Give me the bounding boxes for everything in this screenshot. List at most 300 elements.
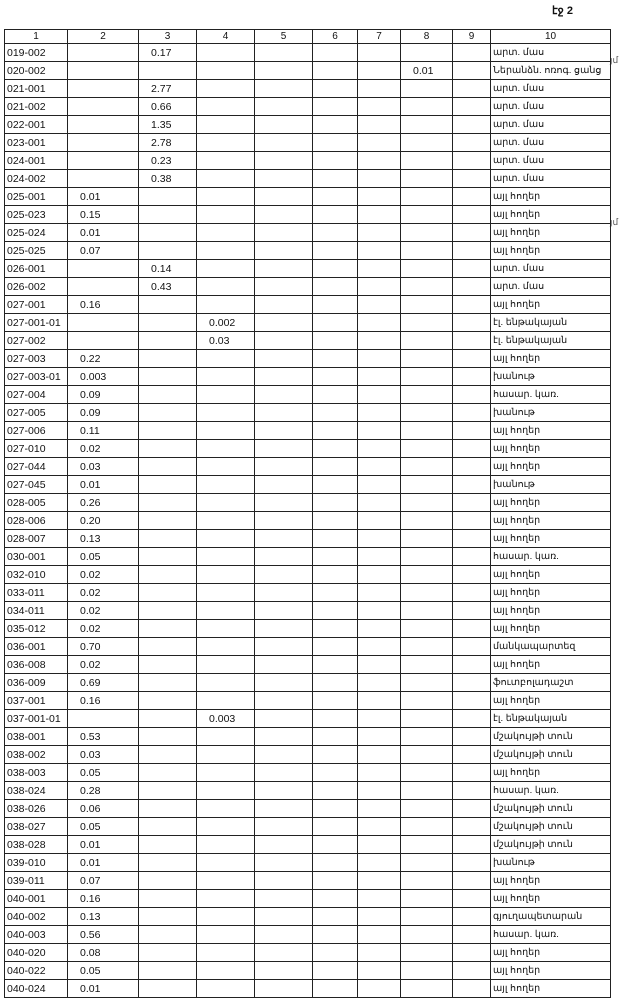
area-cell bbox=[139, 764, 197, 782]
table-row bbox=[5, 98, 611, 116]
area-cell bbox=[255, 152, 313, 170]
area-cell bbox=[358, 116, 401, 134]
area-cell: 0.05 bbox=[68, 548, 139, 566]
area-cell bbox=[313, 872, 358, 890]
area-cell bbox=[197, 962, 255, 980]
column-header: 10 bbox=[491, 30, 611, 44]
land-use-cell: հասար. կառ. bbox=[491, 926, 611, 944]
land-use-cell: հասար. կառ. bbox=[491, 782, 611, 800]
area-cell: 0.69 bbox=[68, 674, 139, 692]
area-cell bbox=[313, 566, 358, 584]
area-cell bbox=[255, 116, 313, 134]
area-cell: 0.01 bbox=[68, 188, 139, 206]
area-cell bbox=[255, 350, 313, 368]
area-cell bbox=[453, 314, 491, 332]
area-cell bbox=[313, 890, 358, 908]
table-row bbox=[5, 872, 611, 890]
area-cell bbox=[197, 656, 255, 674]
table-row bbox=[5, 386, 611, 404]
area-cell bbox=[313, 134, 358, 152]
area-cell bbox=[453, 206, 491, 224]
area-cell bbox=[197, 134, 255, 152]
area-cell bbox=[401, 530, 453, 548]
area-cell: 0.01 bbox=[401, 62, 453, 80]
land-use-cell: արտ. մաս bbox=[491, 170, 611, 188]
area-cell bbox=[401, 602, 453, 620]
area-cell bbox=[197, 476, 255, 494]
table-body bbox=[5, 44, 611, 998]
area-cell bbox=[401, 458, 453, 476]
parcel-code-cell: 032-010 bbox=[5, 566, 68, 584]
area-cell bbox=[401, 908, 453, 926]
area-cell bbox=[401, 440, 453, 458]
area-cell bbox=[401, 692, 453, 710]
area-cell bbox=[197, 170, 255, 188]
area-cell bbox=[358, 746, 401, 764]
parcel-code-cell: 038-003 bbox=[5, 764, 68, 782]
land-use-cell: էլ. ենթակայան bbox=[491, 332, 611, 350]
area-cell bbox=[358, 764, 401, 782]
area-cell bbox=[197, 242, 255, 260]
area-cell bbox=[197, 440, 255, 458]
area-cell bbox=[401, 224, 453, 242]
area-cell bbox=[255, 692, 313, 710]
area-cell bbox=[313, 548, 358, 566]
table-row bbox=[5, 188, 611, 206]
area-cell bbox=[197, 944, 255, 962]
area-cell bbox=[197, 980, 255, 998]
parcel-code-cell: 027-003-01 bbox=[5, 368, 68, 386]
area-cell bbox=[313, 782, 358, 800]
table-row bbox=[5, 530, 611, 548]
land-use-cell: մշակույթի տուն bbox=[491, 800, 611, 818]
land-use-cell: այլ հողեր bbox=[491, 890, 611, 908]
area-cell bbox=[197, 674, 255, 692]
area-cell bbox=[197, 404, 255, 422]
area-cell bbox=[401, 80, 453, 98]
area-cell bbox=[313, 242, 358, 260]
area-cell bbox=[453, 584, 491, 602]
area-cell: 0.15 bbox=[68, 206, 139, 224]
parcel-code-cell: 024-002 bbox=[5, 170, 68, 188]
area-cell bbox=[453, 476, 491, 494]
area-cell bbox=[313, 854, 358, 872]
area-cell bbox=[453, 980, 491, 998]
area-cell: 0.02 bbox=[68, 566, 139, 584]
area-cell bbox=[139, 944, 197, 962]
area-cell: 0.01 bbox=[68, 980, 139, 998]
area-cell: 0.53 bbox=[68, 728, 139, 746]
area-cell bbox=[453, 728, 491, 746]
area-cell bbox=[68, 152, 139, 170]
land-use-cell: այլ հողեր bbox=[491, 458, 611, 476]
column-header: 5 bbox=[255, 30, 313, 44]
land-use-cell: արտ. մաս bbox=[491, 152, 611, 170]
area-cell bbox=[68, 710, 139, 728]
area-cell: 0.01 bbox=[68, 836, 139, 854]
table-row bbox=[5, 368, 611, 386]
area-cell bbox=[313, 620, 358, 638]
area-cell bbox=[401, 116, 453, 134]
area-cell bbox=[255, 908, 313, 926]
table-row bbox=[5, 584, 611, 602]
area-cell bbox=[139, 854, 197, 872]
area-cell bbox=[197, 728, 255, 746]
land-use-cell: այլ հողեր bbox=[491, 566, 611, 584]
table-row bbox=[5, 296, 611, 314]
area-cell bbox=[255, 224, 313, 242]
area-cell bbox=[358, 98, 401, 116]
area-cell bbox=[139, 638, 197, 656]
area-cell bbox=[197, 818, 255, 836]
area-cell bbox=[358, 458, 401, 476]
area-cell bbox=[358, 44, 401, 62]
parcel-code-cell: 037-001-01 bbox=[5, 710, 68, 728]
area-cell bbox=[255, 800, 313, 818]
parcel-code-cell: 033-011 bbox=[5, 584, 68, 602]
area-cell bbox=[453, 188, 491, 206]
area-cell bbox=[68, 278, 139, 296]
area-cell bbox=[313, 728, 358, 746]
table-row bbox=[5, 728, 611, 746]
land-use-cell: այլ հողեր bbox=[491, 872, 611, 890]
area-cell bbox=[68, 134, 139, 152]
area-cell: 0.07 bbox=[68, 872, 139, 890]
area-cell bbox=[453, 260, 491, 278]
area-cell bbox=[255, 440, 313, 458]
land-use-cell: խանութ bbox=[491, 404, 611, 422]
area-cell bbox=[197, 350, 255, 368]
area-cell bbox=[197, 80, 255, 98]
area-cell bbox=[68, 98, 139, 116]
area-cell bbox=[358, 890, 401, 908]
area-cell bbox=[68, 80, 139, 98]
area-cell bbox=[401, 476, 453, 494]
area-cell bbox=[453, 764, 491, 782]
area-cell bbox=[255, 260, 313, 278]
area-cell bbox=[313, 962, 358, 980]
area-cell bbox=[197, 602, 255, 620]
area-cell bbox=[453, 926, 491, 944]
area-cell bbox=[453, 440, 491, 458]
area-cell bbox=[358, 926, 401, 944]
area-cell bbox=[453, 296, 491, 314]
area-cell bbox=[139, 962, 197, 980]
land-use-cell: մշակույթի տուն bbox=[491, 836, 611, 854]
area-cell bbox=[139, 440, 197, 458]
parcel-code-cell: 020-002 bbox=[5, 62, 68, 80]
land-use-cell: էլ. ենթակայան bbox=[491, 710, 611, 728]
area-cell bbox=[453, 368, 491, 386]
area-cell bbox=[255, 764, 313, 782]
area-cell bbox=[139, 674, 197, 692]
area-cell bbox=[358, 854, 401, 872]
area-cell: 0.02 bbox=[68, 620, 139, 638]
table-row bbox=[5, 44, 611, 62]
area-cell bbox=[453, 836, 491, 854]
column-header: 3 bbox=[139, 30, 197, 44]
area-cell bbox=[197, 548, 255, 566]
area-cell bbox=[255, 728, 313, 746]
area-cell bbox=[358, 692, 401, 710]
area-cell bbox=[401, 260, 453, 278]
table-row bbox=[5, 890, 611, 908]
land-use-cell: արտ. մաս bbox=[491, 116, 611, 134]
area-cell bbox=[139, 908, 197, 926]
area-cell bbox=[255, 746, 313, 764]
area-cell bbox=[401, 926, 453, 944]
column-header: 4 bbox=[197, 30, 255, 44]
land-use-cell: արտ. մաս bbox=[491, 98, 611, 116]
area-cell bbox=[139, 386, 197, 404]
area-cell bbox=[313, 476, 358, 494]
area-cell bbox=[453, 44, 491, 62]
area-cell bbox=[255, 656, 313, 674]
area-cell bbox=[358, 710, 401, 728]
area-cell bbox=[313, 314, 358, 332]
area-cell bbox=[68, 332, 139, 350]
area-cell bbox=[255, 98, 313, 116]
area-cell bbox=[313, 332, 358, 350]
parcel-code-cell: 027-004 bbox=[5, 386, 68, 404]
column-header: 9 bbox=[453, 30, 491, 44]
area-cell bbox=[197, 584, 255, 602]
area-cell bbox=[255, 422, 313, 440]
area-cell bbox=[197, 44, 255, 62]
area-cell bbox=[139, 530, 197, 548]
area-cell: 0.03 bbox=[68, 458, 139, 476]
area-cell bbox=[313, 44, 358, 62]
area-cell bbox=[358, 872, 401, 890]
area-cell bbox=[255, 818, 313, 836]
parcel-code-cell: 040-001 bbox=[5, 890, 68, 908]
area-cell bbox=[255, 134, 313, 152]
table-row bbox=[5, 512, 611, 530]
area-cell bbox=[453, 80, 491, 98]
table-row bbox=[5, 332, 611, 350]
area-cell bbox=[313, 836, 358, 854]
area-cell bbox=[139, 206, 197, 224]
land-use-cell: այլ հողեր bbox=[491, 764, 611, 782]
area-cell bbox=[313, 638, 358, 656]
area-cell bbox=[358, 962, 401, 980]
parcel-code-cell: 038-001 bbox=[5, 728, 68, 746]
area-cell: 0.02 bbox=[68, 440, 139, 458]
parcel-code-cell: 040-024 bbox=[5, 980, 68, 998]
area-cell bbox=[139, 188, 197, 206]
land-use-cell: այլ հողեր bbox=[491, 656, 611, 674]
area-cell bbox=[313, 350, 358, 368]
area-cell bbox=[358, 422, 401, 440]
table-row bbox=[5, 116, 611, 134]
land-use-cell: արտ. մաս bbox=[491, 134, 611, 152]
land-use-cell: այլ հողեր bbox=[491, 980, 611, 998]
area-cell bbox=[139, 872, 197, 890]
table-row bbox=[5, 80, 611, 98]
table-row bbox=[5, 260, 611, 278]
land-use-cell: խանութ bbox=[491, 476, 611, 494]
area-cell bbox=[358, 638, 401, 656]
area-cell: 0.03 bbox=[68, 746, 139, 764]
table-row bbox=[5, 422, 611, 440]
area-cell bbox=[139, 800, 197, 818]
area-cell bbox=[139, 890, 197, 908]
area-cell bbox=[139, 620, 197, 638]
table-row bbox=[5, 548, 611, 566]
table-row bbox=[5, 764, 611, 782]
area-cell bbox=[453, 404, 491, 422]
land-use-cell: այլ հողեր bbox=[491, 206, 611, 224]
land-use-cell: հասար. կառ. bbox=[491, 386, 611, 404]
table-row bbox=[5, 656, 611, 674]
area-cell bbox=[255, 782, 313, 800]
parcel-code-cell: 040-003 bbox=[5, 926, 68, 944]
area-cell bbox=[358, 584, 401, 602]
area-cell bbox=[401, 242, 453, 260]
parcel-code-cell: 034-011 bbox=[5, 602, 68, 620]
table-row bbox=[5, 674, 611, 692]
area-cell bbox=[313, 602, 358, 620]
land-use-cell: այլ հողեր bbox=[491, 224, 611, 242]
header-row bbox=[5, 30, 611, 44]
area-cell bbox=[358, 818, 401, 836]
table-row bbox=[5, 224, 611, 242]
area-cell bbox=[358, 566, 401, 584]
area-cell bbox=[197, 116, 255, 134]
area-cell bbox=[255, 296, 313, 314]
area-cell bbox=[313, 260, 358, 278]
area-cell bbox=[255, 674, 313, 692]
land-use-cell: արտ. մաս bbox=[491, 44, 611, 62]
area-cell bbox=[197, 854, 255, 872]
area-cell bbox=[197, 692, 255, 710]
area-cell bbox=[358, 476, 401, 494]
parcel-code-cell: 025-024 bbox=[5, 224, 68, 242]
area-cell bbox=[313, 440, 358, 458]
area-cell bbox=[401, 872, 453, 890]
area-cell bbox=[197, 98, 255, 116]
area-cell bbox=[358, 278, 401, 296]
area-cell bbox=[139, 710, 197, 728]
area-cell bbox=[313, 206, 358, 224]
area-cell bbox=[453, 890, 491, 908]
area-cell bbox=[358, 80, 401, 98]
area-cell bbox=[453, 674, 491, 692]
land-use-cell: այլ հողեր bbox=[491, 584, 611, 602]
area-cell bbox=[453, 548, 491, 566]
area-cell bbox=[197, 152, 255, 170]
parcel-code-cell: 023-001 bbox=[5, 134, 68, 152]
area-cell bbox=[453, 854, 491, 872]
area-cell bbox=[139, 422, 197, 440]
area-cell bbox=[197, 530, 255, 548]
table-row bbox=[5, 62, 611, 80]
area-cell bbox=[255, 62, 313, 80]
table-row bbox=[5, 908, 611, 926]
table-row bbox=[5, 350, 611, 368]
table-row bbox=[5, 692, 611, 710]
area-cell: 0.28 bbox=[68, 782, 139, 800]
area-cell bbox=[313, 152, 358, 170]
area-cell bbox=[313, 944, 358, 962]
area-cell bbox=[358, 602, 401, 620]
table-row bbox=[5, 944, 611, 962]
area-cell bbox=[453, 224, 491, 242]
area-cell bbox=[453, 458, 491, 476]
area-cell bbox=[401, 188, 453, 206]
margin-mark: յմ bbox=[610, 217, 619, 227]
column-header: 6 bbox=[313, 30, 358, 44]
area-cell: 0.16 bbox=[68, 692, 139, 710]
area-cell bbox=[255, 476, 313, 494]
area-cell bbox=[358, 332, 401, 350]
area-cell bbox=[313, 512, 358, 530]
area-cell bbox=[453, 152, 491, 170]
area-cell bbox=[139, 224, 197, 242]
area-cell bbox=[453, 800, 491, 818]
area-cell bbox=[197, 800, 255, 818]
area-cell bbox=[197, 296, 255, 314]
area-cell bbox=[313, 296, 358, 314]
area-cell: 0.05 bbox=[68, 962, 139, 980]
area-cell bbox=[197, 278, 255, 296]
area-cell bbox=[313, 800, 358, 818]
area-cell bbox=[197, 512, 255, 530]
area-cell bbox=[401, 404, 453, 422]
land-use-cell: այլ հողեր bbox=[491, 530, 611, 548]
area-cell bbox=[313, 458, 358, 476]
area-cell bbox=[313, 980, 358, 998]
area-cell bbox=[197, 926, 255, 944]
area-cell bbox=[139, 512, 197, 530]
area-cell bbox=[255, 188, 313, 206]
table-row bbox=[5, 440, 611, 458]
table-row bbox=[5, 278, 611, 296]
area-cell bbox=[453, 746, 491, 764]
table-row bbox=[5, 404, 611, 422]
area-cell: 0.07 bbox=[68, 242, 139, 260]
area-cell: 0.16 bbox=[68, 890, 139, 908]
area-cell bbox=[139, 602, 197, 620]
area-cell bbox=[313, 926, 358, 944]
area-cell bbox=[313, 62, 358, 80]
area-cell bbox=[255, 620, 313, 638]
land-use-cell: գյուղապետարան bbox=[491, 908, 611, 926]
area-cell bbox=[401, 512, 453, 530]
area-cell bbox=[197, 62, 255, 80]
area-cell: 0.05 bbox=[68, 818, 139, 836]
parcel-code-cell: 027-045 bbox=[5, 476, 68, 494]
area-cell bbox=[401, 890, 453, 908]
area-cell bbox=[453, 566, 491, 584]
area-cell bbox=[139, 404, 197, 422]
area-cell bbox=[358, 386, 401, 404]
area-cell bbox=[358, 494, 401, 512]
column-header: 1 bbox=[5, 30, 68, 44]
area-cell bbox=[313, 908, 358, 926]
area-cell bbox=[197, 260, 255, 278]
land-use-cell: այլ հողեր bbox=[491, 242, 611, 260]
area-cell bbox=[401, 746, 453, 764]
area-cell bbox=[255, 584, 313, 602]
area-cell bbox=[453, 98, 491, 116]
area-cell bbox=[139, 818, 197, 836]
land-use-cell: այլ հողեր bbox=[491, 692, 611, 710]
area-cell bbox=[139, 746, 197, 764]
area-cell bbox=[255, 494, 313, 512]
area-cell bbox=[358, 800, 401, 818]
land-use-cell: արտ. մաս bbox=[491, 278, 611, 296]
